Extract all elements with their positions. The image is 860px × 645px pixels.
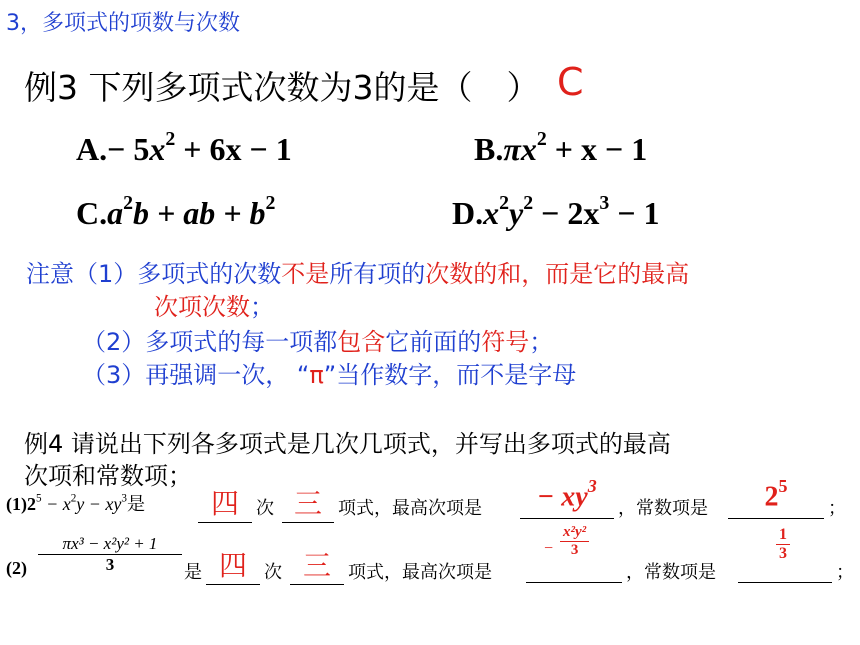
option-d-label: D. (452, 194, 484, 231)
q2-shi: 是 (184, 562, 202, 583)
note-1-red2: 次数的和，而是它的最高 (425, 260, 690, 288)
q2-fraction (38, 534, 182, 575)
q1-expr-c: y − xy (76, 494, 122, 514)
note-3 (82, 355, 576, 390)
note-2-end: ； (529, 328, 554, 356)
example3-question (24, 62, 539, 109)
q2-highest-blank[interactable] (526, 520, 622, 583)
note-2-mid: 它前面的 (385, 328, 482, 356)
option-a-prefix: − 5 (107, 130, 150, 167)
option-d-rest: − 1 (617, 194, 660, 231)
q2-degree-blank[interactable]: 四 (206, 544, 260, 585)
note-2 (82, 322, 553, 357)
q2-highest-sign: − (544, 540, 554, 557)
option-a (76, 128, 292, 168)
note-1-prefix: 注意（1）多项式的次数 (26, 260, 282, 288)
option-c (76, 192, 275, 232)
option-b-expr: πx (503, 130, 537, 167)
q2-highest-den: 3 (570, 542, 579, 558)
q2-ci: 次 (264, 562, 282, 583)
note-1-red1: 不是 (281, 260, 330, 288)
q2-end: ； (836, 562, 854, 583)
option-c-exp2: 2 (265, 192, 276, 214)
example4-line2: 次项和常数项； (24, 462, 192, 490)
q2-highest-num: x²y² (560, 524, 589, 542)
q2-const-label: ，常数项是 (626, 562, 716, 583)
q1-label: (1) (6, 494, 27, 514)
note-1-end: ； (250, 293, 274, 321)
option-d-base2: y (509, 194, 524, 231)
q2-terms-blank[interactable]: 三 (290, 544, 344, 585)
q1-xiang: 项式，最高次项是 (338, 498, 482, 519)
q2-const-blank[interactable] (738, 520, 832, 583)
q1-exp-c: 3 (121, 492, 127, 505)
q2-const-frac (776, 526, 790, 563)
note-3-end: ”当作数字，而不是字母 (323, 361, 577, 389)
option-a-rest: + 6x − 1 (183, 130, 292, 167)
option-d-exp2: 2 (523, 192, 534, 214)
option-c-mid: b + ab + b (133, 194, 266, 231)
q2-denominator: 3 (105, 555, 115, 574)
option-a-exp: 2 (165, 128, 176, 150)
q1-const-blank[interactable] (728, 476, 824, 519)
example3-paren-close: ） (506, 68, 540, 107)
q2-label: (2) (6, 558, 27, 578)
q1-const-exp: 5 (778, 476, 788, 496)
option-c-exp1: 2 (123, 192, 134, 214)
option-a-label: A. (76, 130, 108, 167)
section-title: 3，多项式的项数与次数 (6, 11, 240, 36)
q1-expr: 2 (27, 494, 36, 514)
q2-const-num: 1 (776, 526, 790, 545)
note-1 (26, 254, 689, 289)
q1-highest-exp: 3 (587, 476, 597, 496)
option-a-var: x (149, 130, 166, 167)
q1-ci: 次 (256, 498, 274, 519)
example3-question-text: 例3 下列多项式次数为3的是（ (24, 68, 473, 107)
q1-const-label: ，常数项是 (618, 498, 708, 519)
q1-expr-b: − x (41, 494, 71, 514)
q1-exp-a: 5 (36, 492, 42, 505)
note-1-mid: 所有项的 (329, 260, 426, 288)
note-1-line2-text: 次项次数 (154, 293, 250, 321)
option-d-exp3: 3 (599, 192, 610, 214)
option-d-base1: x (483, 194, 500, 231)
q2-highest-frac (560, 524, 589, 559)
q1-shi: 是 (127, 494, 145, 515)
option-b (474, 128, 647, 168)
q1-end: ； (828, 498, 846, 519)
example3-answer: C (557, 60, 584, 104)
option-d-mid: − 2x (541, 194, 600, 231)
example4-line1: 例4 请说出下列各多项式是几次几项式，并写出多项式的最高 (24, 430, 671, 458)
note-2-prefix: （2）多项式的每一项都 (82, 328, 338, 356)
note-1-line2 (154, 287, 274, 322)
option-d (452, 192, 660, 232)
note-3-red: π (309, 361, 324, 389)
note-2-red2: 符号 (481, 328, 530, 356)
option-d-exp1: 2 (499, 192, 510, 214)
q1-highest: − xy (537, 481, 588, 513)
q2-xiang: 项式，最高次项是 (348, 562, 492, 583)
note-2-red1: 包含 (337, 328, 386, 356)
q2-const-den: 3 (779, 545, 787, 562)
option-b-exp: 2 (536, 128, 547, 150)
q1-degree-blank[interactable]: 四 (198, 482, 252, 523)
option-b-label: B. (474, 130, 504, 167)
option-c-label: C. (76, 194, 108, 231)
q1-const: 2 (764, 481, 779, 513)
q1-terms-blank[interactable]: 三 (282, 482, 334, 523)
option-c-base1: a (107, 194, 124, 231)
q2-numerator: πx³ − x²y² + 1 (38, 534, 182, 555)
q1-exp-b: 2 (70, 492, 77, 505)
q1-row (6, 490, 145, 516)
option-b-rest: + x − 1 (554, 130, 648, 167)
note-3-prefix: （3）再强调一次， “ (82, 361, 310, 389)
q1-highest-blank[interactable] (520, 476, 614, 519)
